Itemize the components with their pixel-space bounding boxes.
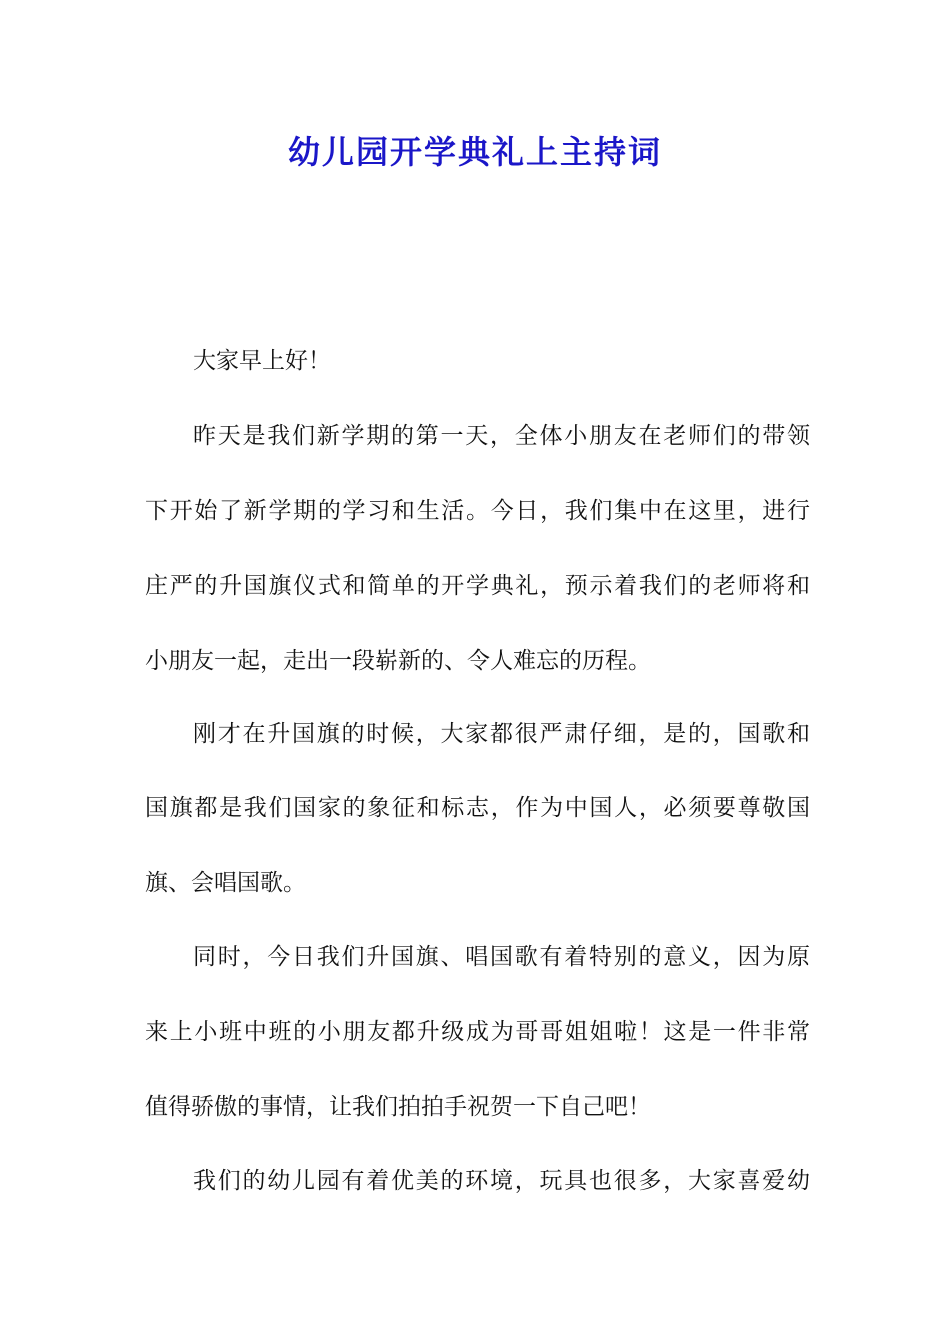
paragraph-line: 刚才在升国旗的时候，大家都很严肃仔细，是的，国歌和 xyxy=(193,721,810,747)
paragraph-line: 旗、会唱国歌。 xyxy=(145,870,306,896)
paragraph-line: 来上小班中班的小朋友都升级成为哥哥姐姐啦！这是一件非常 xyxy=(145,1019,810,1045)
paragraph-line: 大家早上好！ xyxy=(193,348,331,374)
paragraph-line: 同时，今日我们升国旗、唱国歌有着特别的意义，因为原 xyxy=(193,944,810,970)
paragraph-line: 下开始了新学期的学习和生活。今日，我们集中在这里，进行 xyxy=(145,498,810,524)
document-title: 幼儿园开学典礼上主持词 xyxy=(287,133,662,171)
paragraph-line: 我们的幼儿园有着优美的环境，玩具也很多，大家喜爱幼 xyxy=(193,1168,810,1194)
paragraph-line: 国旗都是我们国家的象征和标志，作为中国人，必须要尊敬国 xyxy=(145,795,810,821)
paragraph-line: 庄严的升国旗仪式和简单的开学典礼，预示着我们的老师将和 xyxy=(145,573,810,599)
paragraph-line: 昨天是我们新学期的第一天，全体小朋友在老师们的带领 xyxy=(193,423,810,449)
paragraph-line: 小朋友一起，走出一段崭新的、令人难忘的历程。 xyxy=(145,648,651,674)
paragraph-line: 值得骄傲的事情，让我们拍拍手祝贺一下自己吧！ xyxy=(145,1094,651,1120)
